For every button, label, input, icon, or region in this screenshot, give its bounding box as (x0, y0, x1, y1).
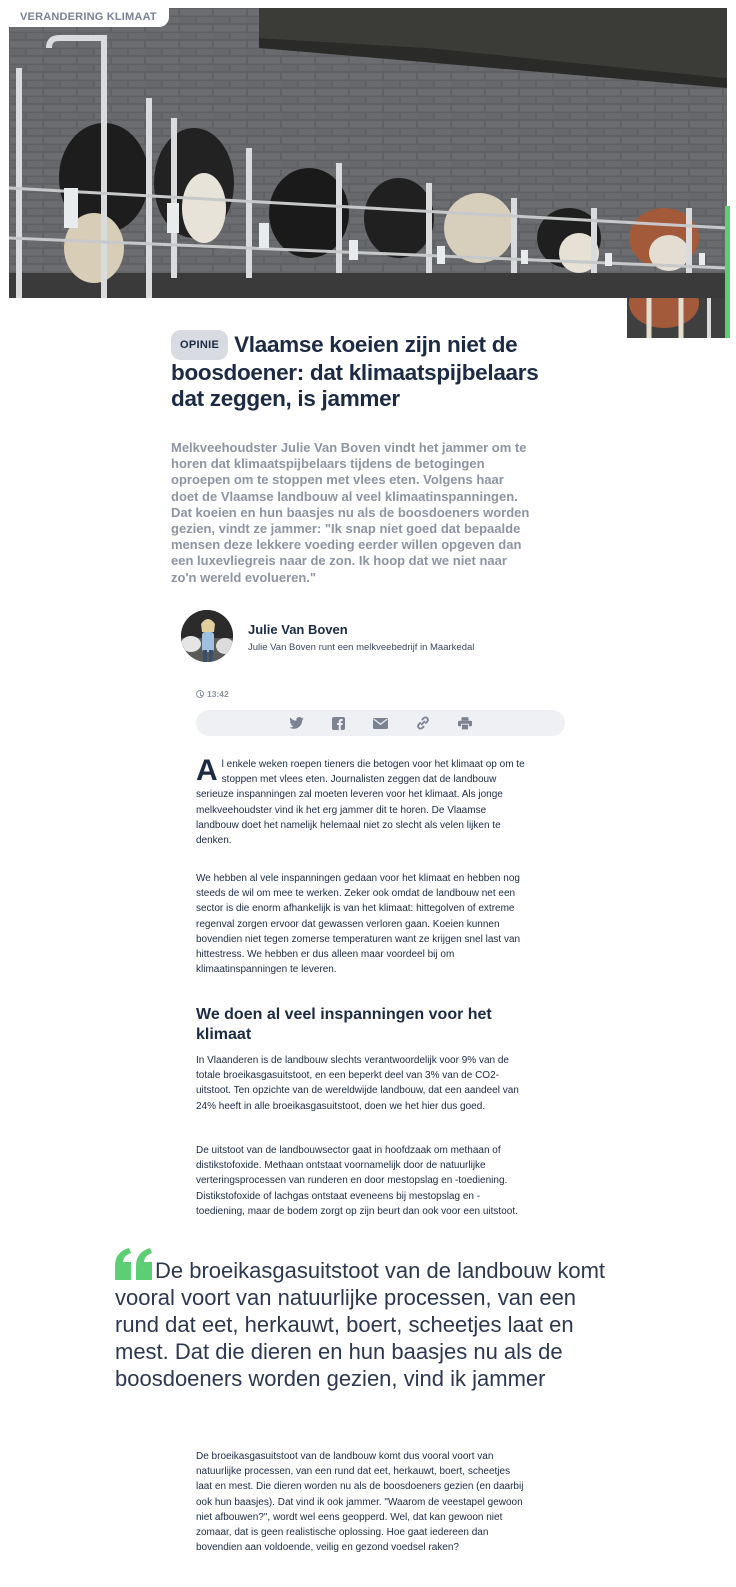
quote-mark-icon (115, 1248, 153, 1280)
hero-accent-bar (725, 206, 730, 338)
section-heading: We doen al veel inspanningen voor het klimaat (196, 1006, 492, 1043)
paragraph-1-text: l enkele weken roepen tieners die betogen voor het klimaat op om te stoppen met vlees eten. Journalisten zeggen dat de landbouw serieuze inspanningen zal moeten leveren voor het klimaat. Als jonge melkveehoudster vind ik het erg jammer dit te horen. De Vlaamse landbouw doet het namelijk helemaal niet zo slecht als velen lijken te denken. (196, 759, 525, 847)
paragraph-3: In Vlaanderen is de landbouw slechts verantwoordelijk voor 9% van de totale broeikasgasuitstoot, en een beperkt deel van 3% van de CO2-uitstoot. Ten opzichte van de wereldwijde landbouw, dat een aandeel van 24% heeft in alle broeikasgasuitstoot, doen we het hier dus goed. (196, 1055, 519, 1112)
drop-cap: A (196, 754, 218, 787)
avatar[interactable] (181, 610, 233, 662)
paragraph-5: De broeikasgasuitstoot van de landbouw komt dus vooral voort van natuurlijke processen, van een rund dat eet, herkauwt, boert, scheetjes laat en mest. Die dieren worden nu als de boosdoeners gezien (en daarbij ook hun baasjes). Dat vind ik ook jammer. "Waarom de veestapel gewoon niet afbouwen?", wordt wel eens geopperd. Wel, dat kan gewoon niet zomaar, dat is geen realistische oplossing. Hoe gaat iedereen dan bovendien aan voldoende, veilig en gezond voedsel raken? (196, 1451, 524, 1554)
print-icon[interactable] (453, 714, 477, 732)
share-bar (196, 710, 565, 736)
pull-quote (115, 1248, 613, 1392)
title-text: Vlaamse koeien zijn niet de boosdoener: dat klimaatspijbelaars dat zeggen, is jammer (171, 332, 539, 411)
hero-image (9, 8, 727, 298)
paragraph-4: De uitstoot van de landbouwsector gaat in hoofdzaak om methaan of distikstofoxide. Methaan ontstaat voornamelijk door de natuurlijke verteringsprocessen van runderen en door mestopslag en -toediening. Distikstofoxide of lachgas ontstaat eveneens bij mestopslag en -toediening, maar de bodem zorgt op zijn beurt dan ook voor een uitstoot. (196, 1145, 518, 1217)
mail-icon[interactable] (369, 714, 393, 732)
paragraph-2: We hebben al vele inspanningen gedaan voor het klimaat en hebben nog steeds de wil om mee te werken. Zeker ook omdat de landbouw net een sector is die enorm afhankelijk is van het klimaat: hittegolven of extreme regenval zorgen ervoor dat gewassen verloren gaan. Koeien kunnen bovendien niet tegen zomerse temperaturen want ze krijgen snel last van hittestress. We hebben er dus alleen maar voordeel bij om klimaatinspanningen te leveren. (196, 873, 521, 976)
paragraph-1 (196, 754, 526, 848)
twitter-icon[interactable] (285, 714, 309, 732)
pull-quote-text: De broeikasgasuitstoot van de landbouw komt vooral voort van natuurlijke processen, van een rund dat eet, herkauwt, boert, scheetjes laat en mest. Dat die dieren en hun baasjes nu als de boosdoeners worden gezien, vind ik jammer (115, 1258, 606, 1391)
milking-parlour-photo (9, 8, 727, 298)
facebook-icon[interactable] (327, 714, 351, 732)
author-block (181, 610, 581, 664)
link-icon[interactable] (411, 714, 435, 732)
clock-icon (196, 690, 204, 698)
article-intro: Melkveehoudster Julie Van Boven vindt het jammer om te horen dat klimaatspijbelaars tijdens de betogingen oproepen om te stoppen met vlees eten. Volgens haar doet de Vlaamse landbouw al veel klimaatinspanningen. Dat koeien en hun baasjes nu als de boosdoeners worden gezien, vindt ze jammer: "Ik snap niet goed dat bepaalde mensen deze lekkere voeding eerder willen opgeven dan een luxevliegreis naar de zon. Ik hoop dat we niet naar zo'n wereld evolueren." (171, 440, 530, 585)
opinion-badge: OPINIE (171, 330, 228, 360)
publish-time (196, 689, 229, 699)
page-title (171, 330, 566, 412)
hero-image-extension (627, 298, 727, 338)
author-name[interactable]: Julie Van Boven (248, 622, 348, 637)
hero (9, 8, 727, 338)
article-header (171, 330, 566, 586)
author-bio: Julie Van Boven runt een melkveebedrijf in Maarkedal (248, 642, 475, 653)
rubric-label[interactable]: VERANDERING KLIMAAT (9, 8, 169, 27)
publish-time-text: 13:42 (207, 689, 229, 699)
